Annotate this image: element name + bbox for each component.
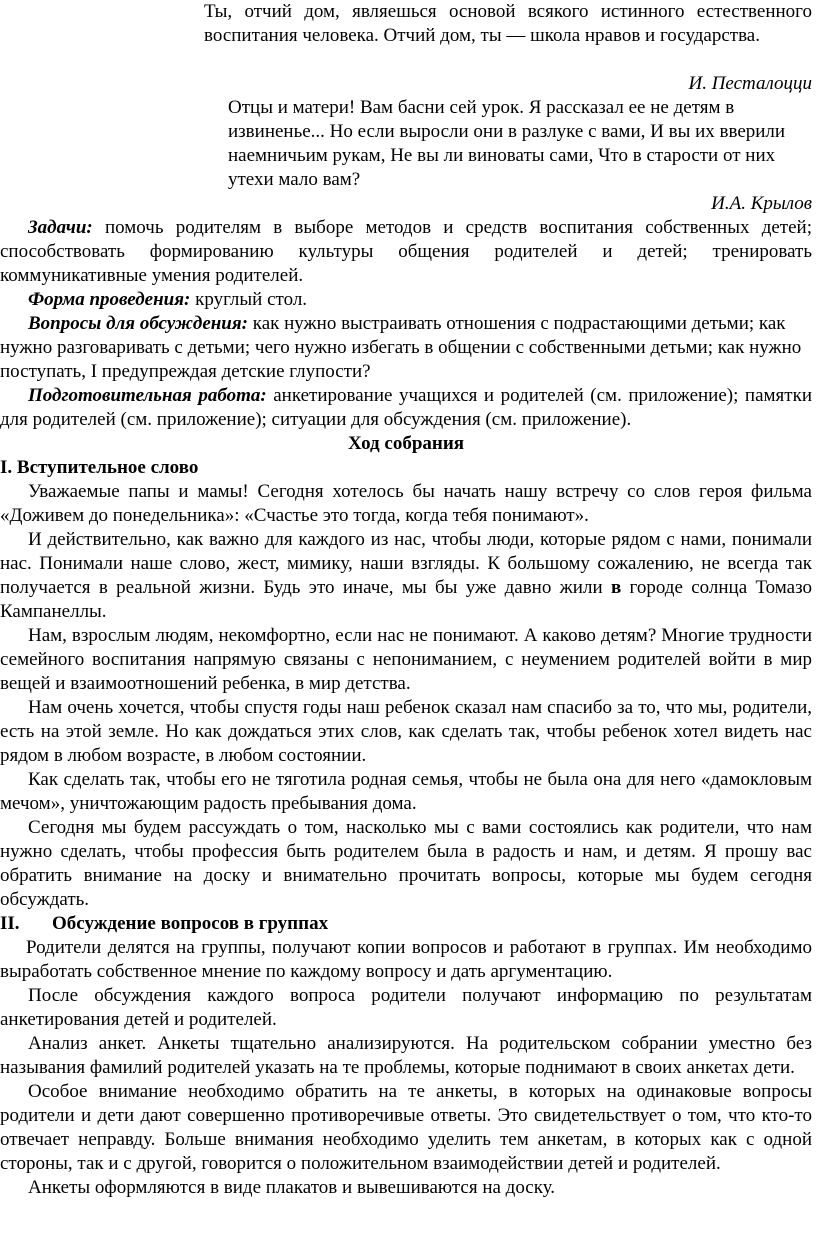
form-paragraph bbox=[0, 288, 812, 312]
epigraph-pestalozzi: Ты, отчий дом, являешься основой всякого истинного естественного воспитания человека. Отчий дом, ты — школа нравов и государства. bbox=[204, 1, 812, 46]
questions-paragraph bbox=[0, 312, 812, 384]
section1-paragraph: Сегодня мы будем рассуждать о том, насколько мы с вами состоялись как родители, что нам нужно сделать, чтобы профессия быть родителем была в радость и нам, и детям. Я прошу вас обратить внимание на доску и внимательно прочитать вопросы, которые мы будем сегодня обсуждать. bbox=[0, 817, 812, 910]
section1-paragraph: Как сделать так, чтобы его не тяготила родная семья, чтобы не была она для него «дамокловым мечом», уничтожающим радость пребывания дома. bbox=[0, 769, 812, 814]
section1-p2-text: И действительно, как важно для каждого из нас, чтобы люди, которые рядом с нами, понимали нас. Понимали наше слово, жест, мимику, наши взгляды. К большому сожалению, не всегда так получается в реальной жизни. Будь это иначе, мы бы уже давно жили bbox=[0, 529, 812, 598]
questions-text: как нужно выстраивать отношения с подрастающими детьми; как нужно разговаривать с детьми; чего нужно избегать в общении с собственными детьми; как нужно поступать, I предупреждая детские глупости? bbox=[0, 313, 802, 382]
section2-paragraph: Родители делятся на группы, получают копии вопросов и работают в группах. Им необходимо выработать собственное мнение по каждому вопросу и дать аргументацию. bbox=[0, 937, 812, 982]
tasks-label: Задачи: bbox=[28, 217, 93, 238]
section2-title-text: Обсуждение вопросов в группах bbox=[52, 913, 329, 934]
section1-p2-bold: в bbox=[610, 577, 622, 598]
questions-label: Вопросы для обсуждения: bbox=[28, 313, 248, 334]
section2-paragraph: Анкеты оформляются в виде плакатов и вывешиваются на доску. bbox=[28, 1177, 556, 1198]
section2-number: II. bbox=[0, 913, 20, 934]
section1-paragraph: Уважаемые папы и мамы! Сегодня хотелось бы начать нашу встречу со слов героя фильма «Доживем до понедельника»: «Счастье это тогда, когда тебя понимают». bbox=[0, 481, 812, 526]
section1-p2-end: городе солнца Томазо Кампанеллы. bbox=[0, 577, 812, 622]
tasks-paragraph bbox=[0, 216, 812, 288]
prep-text: анкетирование учащихся и родителей (см. приложение); памятки для родителей (см. приложение); ситуации для обсуждения (см. приложение). bbox=[0, 385, 812, 430]
prep-paragraph bbox=[0, 384, 812, 432]
section2-paragraph: Особое внимание необходимо обратить на те анкеты, в которых на одинаковые вопросы родители и дети дают совершенно противоречивые ответы. Это свидетельствует о том, что кто-то отвечает неправду. Больше внимания необходимо уделить тем анкетам, в которых как с одной стороны, так и с другой, говорится о положительном взаимодействии детей и родителей. bbox=[0, 1081, 812, 1174]
prep-label: Подготовительная работа: bbox=[28, 385, 267, 406]
section1-paragraph bbox=[0, 528, 812, 624]
epigraph-author-krylov: И.А. Крылов bbox=[711, 193, 812, 214]
tasks-text: помочь родителям в выборе методов и средств воспитания собственных детей; способствовать формированию культуры общения родителей и детей; тренировать коммуникативные умения родителей. bbox=[0, 217, 812, 286]
epigraph-krylov: Отцы и матери! Вам басни сей урок. Я рассказал ее не детям в извиненье... Но если выросли они в разлуке с вами, И вы их вверили наемничьим рукам, Не вы ли виноваты сами, Что в старости от них утехи мало вам? bbox=[228, 97, 786, 190]
document-body bbox=[0, 216, 812, 1200]
section1-title: I. Вступительное слово bbox=[0, 457, 199, 478]
section2-paragraph: После обсуждения каждого вопроса родители получают информацию по результатам анкетирования детей и родителей. bbox=[0, 985, 812, 1030]
epigraph-author-pestalozzi: И. Песталоцци bbox=[688, 73, 812, 94]
section1-paragraph: Нам очень хочется, чтобы спустя годы наш ребенок сказал нам спасибо за то, что мы, родители, есть на этой земле. Но как дождаться этих слов, как сделать так, чтобы ребенок хотел видеть нас рядом в любом возрасте, в любом состоянии. bbox=[0, 697, 812, 766]
form-text: круглый стол. bbox=[190, 289, 308, 310]
section2-title bbox=[0, 912, 812, 936]
section2-paragraph: Анализ анкет. Анкеты тщательно анализируются. На родительском собрании уместно без называния фамилий родителей указать на те проблемы, которые поднимают в своих анкетах дети. bbox=[0, 1033, 812, 1078]
section1-paragraph: Нам, взрослым людям, некомфортно, если нас не понимают. А каково детям? Многие трудности семейного воспитания напрямую связаны с непониманием, с неумением родителей войти в мир вещей и взаимоотношений ребенка, в мир детства. bbox=[0, 625, 812, 694]
form-label: Форма проведения: bbox=[28, 289, 191, 310]
meeting-title: Ход собрания bbox=[347, 433, 465, 454]
